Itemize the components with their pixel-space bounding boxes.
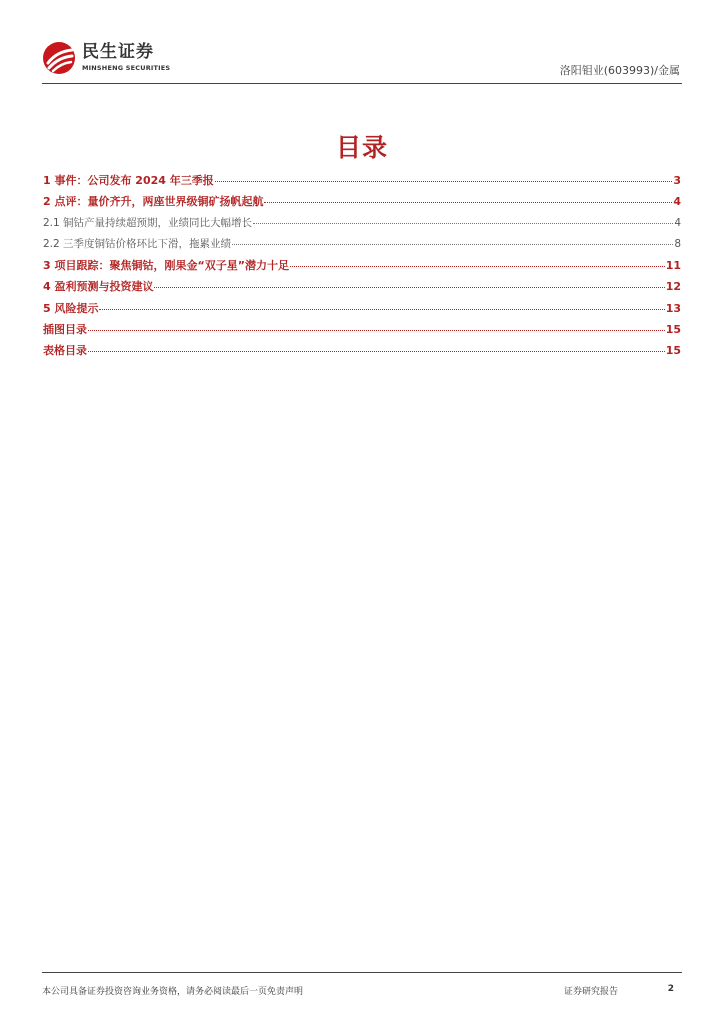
page-header: [42, 40, 682, 84]
logo-text: [82, 44, 170, 72]
toc-entry-label: 1 事件：公司发布 2024 年三季报: [43, 174, 214, 187]
toc-dot-leader: [88, 330, 665, 331]
footer-disclaimer: 本公司具备证券投资咨询业务资格，请务必阅读最后一页免责声明: [42, 987, 304, 997]
toc-entry-page: 15: [665, 344, 681, 358]
toc-dot-leader: [215, 181, 673, 182]
minsheng-logo-icon: [42, 41, 76, 75]
toc-entry-page: 13: [665, 301, 681, 315]
toc-entry-page: 15: [665, 323, 681, 337]
header-divider: [42, 83, 682, 84]
toc-entry-label: 4 盈利预测与投资建议: [43, 280, 154, 294]
toc-entry-page: 12: [665, 280, 681, 294]
toc-entry-label: 插图目录: [43, 323, 87, 337]
company-logo: [42, 40, 170, 76]
toc-entry-page: 3: [673, 174, 681, 187]
toc-entry-page: 11: [665, 259, 681, 273]
toc-entry-page: 4: [673, 195, 681, 209]
footer-divider: [42, 972, 682, 973]
toc-entry[interactable]: [43, 236, 681, 257]
toc-dot-leader: [290, 266, 665, 267]
toc-entry-page: 4: [674, 216, 681, 229]
toc-entry[interactable]: [43, 321, 681, 342]
toc-entry-label: 2 点评：量价齐升，两座世界级铜矿扬帆起航: [43, 195, 264, 209]
footer-page-number: 2: [667, 984, 674, 994]
toc-dot-leader: [88, 351, 665, 352]
toc-dot-leader: [232, 244, 673, 245]
toc-entry[interactable]: [43, 342, 681, 363]
toc-title: 目录: [335, 133, 388, 162]
toc-entry-label: 表格目录: [43, 344, 87, 358]
toc-entry[interactable]: [43, 257, 681, 278]
toc-entry-label: 3 项目跟踪：聚焦铜钴，刚果金“双子星”潜力十足: [43, 259, 289, 273]
toc-entry-label: 5 风险提示: [43, 301, 99, 315]
toc-entry[interactable]: [43, 193, 681, 214]
toc-entry-page: 8: [674, 237, 681, 250]
toc-entry[interactable]: [43, 172, 681, 193]
toc-entry[interactable]: [43, 278, 681, 299]
toc-entry-label: 2.1 铜钴产量持续超预期，业绩同比大幅增长: [43, 216, 253, 229]
footer-report-type: 证券研究报告: [564, 987, 619, 997]
logo-english-name: MINSHENG SECURITIES: [82, 64, 171, 73]
toc-dot-leader: [264, 202, 672, 203]
toc-entry-label: 2.2 三季度铜钴价格环比下滑，拖累业绩: [43, 237, 232, 250]
logo-chinese-name: 民生证券: [82, 42, 154, 63]
table-of-contents: [43, 172, 681, 364]
toc-entry[interactable]: [43, 300, 681, 321]
toc-entry[interactable]: [43, 215, 681, 236]
toc-dot-leader: [154, 287, 664, 288]
header-company-label: 洛阳钼业(603993)/金属: [559, 64, 680, 77]
toc-dot-leader: [99, 309, 664, 310]
toc-dot-leader: [253, 223, 673, 224]
